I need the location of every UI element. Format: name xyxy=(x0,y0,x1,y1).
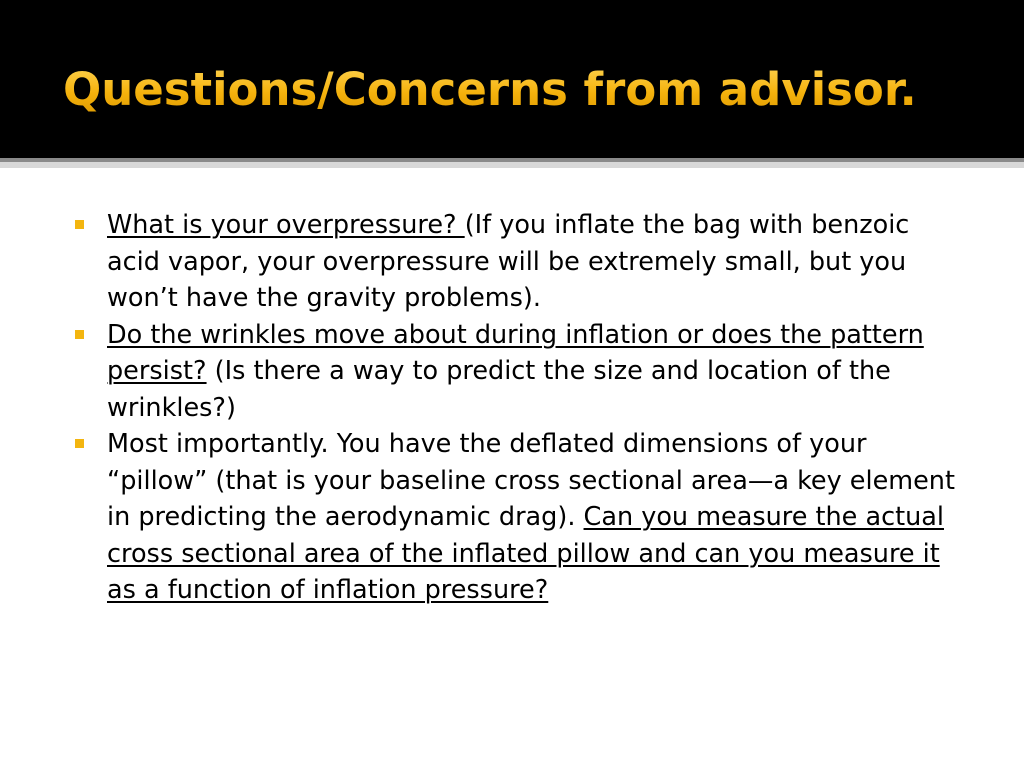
bullet-intro-text: Most importantly. You have the deflated dimensions of your “pillow” (that is your baseline cross sectional area—a key element in predicting the aerodynamic drag). xyxy=(107,429,955,532)
square-bullet-icon xyxy=(75,330,84,339)
bullet-item-cross-section xyxy=(70,426,970,609)
bullet-note: (Is there a way to predict the size and location of the wrinkles?) xyxy=(107,356,891,423)
square-bullet-icon xyxy=(75,439,84,448)
bullet-question-underlined: Can you measure the actual cross sectional area of the inflated pillow and can you measure it as a function of inflation pressure? xyxy=(107,502,944,605)
bullet-item-overpressure xyxy=(70,207,970,317)
bullet-item-wrinkles xyxy=(70,317,970,427)
bullet-note: (If you inflate the bag with benzoic acid vapor, your overpressure will be extremely small, but you won’t have the gravity problems). xyxy=(107,210,910,313)
bullet-question-underlined: Do the wrinkles move about during inflation or does the pattern persist? xyxy=(107,319,924,386)
square-bullet-icon xyxy=(75,220,84,229)
bullet-question-underlined: What is your overpressure? xyxy=(107,210,465,240)
bullet-list xyxy=(70,207,970,609)
title-bar xyxy=(0,0,1024,158)
title-divider-light xyxy=(0,162,1024,168)
slide-title: Questions/Concerns from advisor. xyxy=(63,60,917,120)
